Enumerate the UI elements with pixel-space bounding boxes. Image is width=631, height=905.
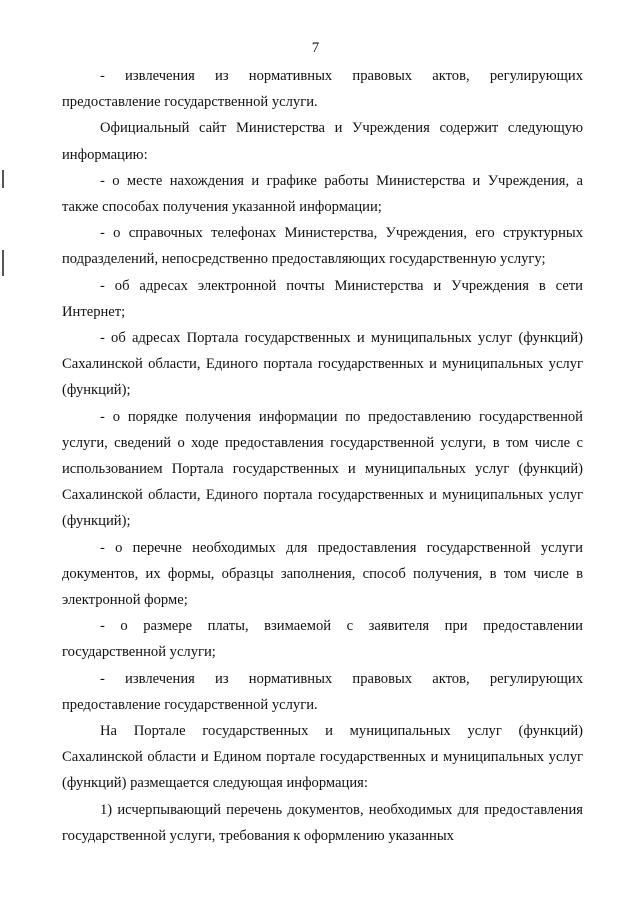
paragraph: - о перечне необходимых для предоставления государственной услуги документов, их формы, образцы заполнения, способ получения, в том числе в электронной форме; (62, 539, 583, 609)
scan-artifact (2, 250, 4, 276)
document-body (62, 63, 583, 849)
paragraph: - о справочных телефонах Министерства, Учреждения, его структурных подразделений, непосредственно предоставляющих государственную услугу; (62, 225, 583, 268)
paragraph: - извлечения из нормативных правовых актов, регулирующих предоставление государственной услуги. (62, 68, 583, 111)
paragraph: Официальный сайт Министерства и Учреждения содержит следующую информацию: (62, 120, 583, 163)
paragraph: - извлечения из нормативных правовых актов, регулирующих предоставление государственной услуги. (62, 670, 583, 713)
paragraph: - об адресах электронной почты Министерства и Учреждения в сети Интернет; (62, 277, 583, 320)
paragraph: - о порядке получения информации по предоставлению государственной услуги, сведений о ходе предоставления государственной услуги, в том числе с использованием Портала государственных и муниципальных услуг (функций) Сахалинской области, Единого портала государственных и муниципальных услуг (функций); (62, 408, 583, 530)
paragraph: - о месте нахождения и графике работы Министерства и Учреждения, а также способах получения указанной информации; (62, 172, 583, 216)
paragraph: - об адресах Портала государственных и муниципальных услуг (функций) Сахалинской области, Единого портала государственных и муниципальных услуг (функций); (62, 330, 583, 399)
paragraph: 1) исчерпывающий перечень документов, необходимых для предоставления государственной услуги, требования к оформлению указанных (62, 801, 583, 844)
page-number: 7 (311, 40, 320, 56)
scan-artifact (2, 170, 4, 188)
paragraph: На Портале государственных и муниципальных услуг (функций) Сахалинской области и Едином портале государственных и муниципальных услуг (функций) размещается следующая информация: (62, 723, 583, 792)
paragraph: - о размере платы, взимаемой с заявителя при предоставлении государственной услуги; (62, 618, 583, 661)
